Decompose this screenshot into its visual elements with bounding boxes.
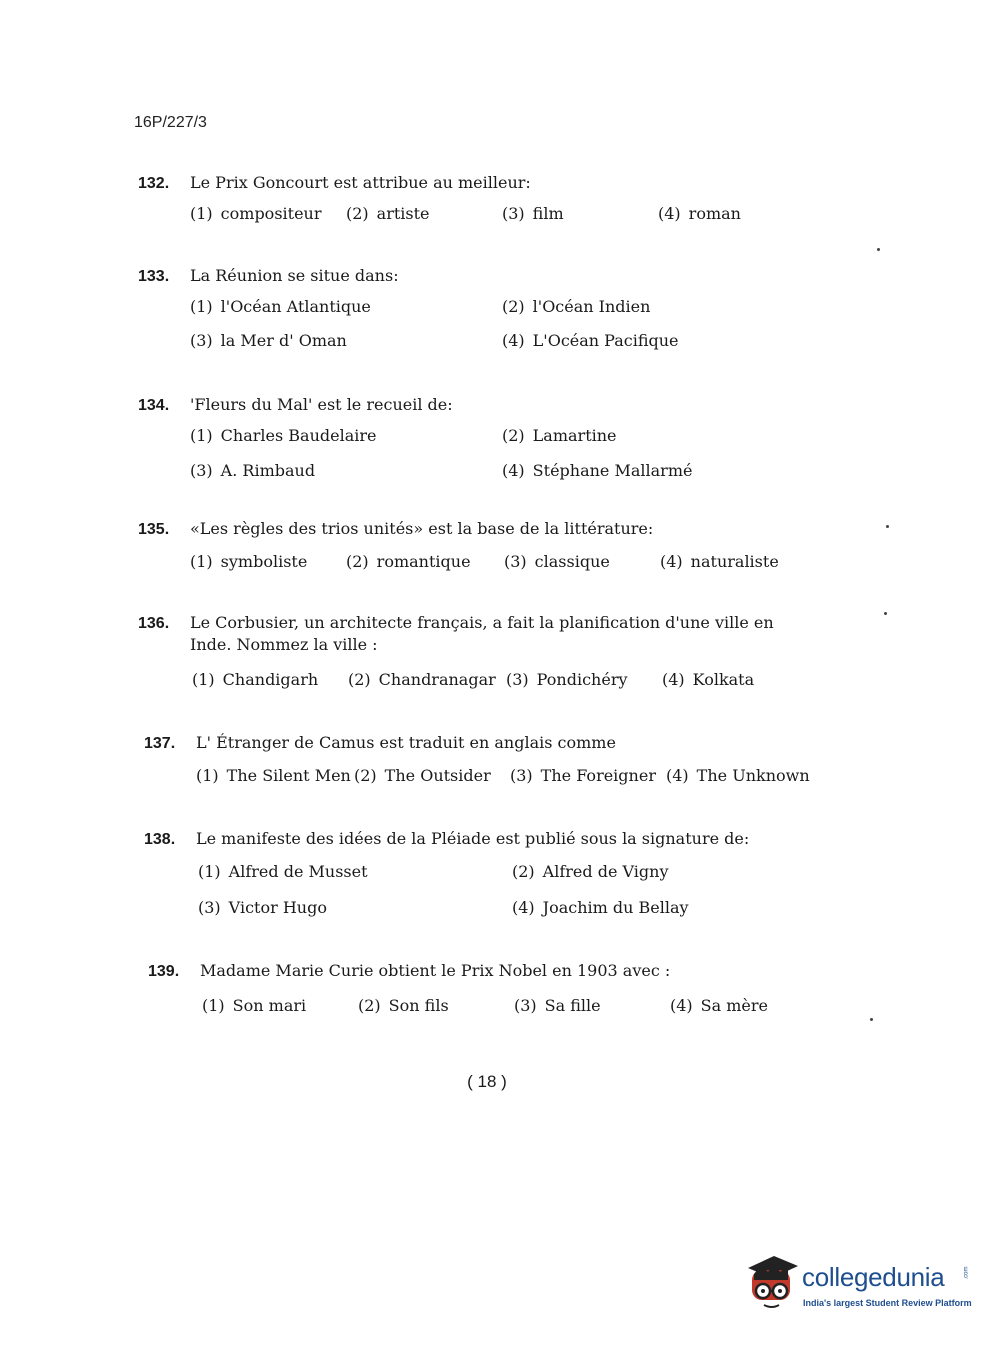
question-text: «Les règles des trios unités» est la base de la littérature:: [190, 519, 654, 538]
option-3: (3) Sa fille: [514, 996, 601, 1015]
logo-wordmark: collegedunia: [802, 1262, 945, 1292]
graduate-mascot-icon: [742, 1250, 800, 1312]
option-2: (2) Chandranagar: [348, 670, 496, 689]
question-text: L' Étranger de Camus est traduit en anglais comme: [196, 733, 616, 752]
option-1: (1) Charles Baudelaire: [190, 426, 377, 445]
option-3: (3) Pondichéry: [506, 670, 628, 689]
option-1: (1) Alfred de Musset: [198, 862, 368, 881]
question-number: 139.: [148, 963, 180, 980]
question-number: 132.: [138, 175, 170, 192]
option-1: (1) symboliste: [190, 552, 308, 571]
option-1: (1) The Silent Men: [196, 766, 351, 785]
question-number: 133.: [138, 268, 170, 285]
question-135: [138, 518, 838, 586]
question-text: Le manifeste des idées de la Pléiade est publié sous la signature de:: [196, 829, 750, 848]
collegedunia-logo[interactable]: [742, 1250, 972, 1320]
question-132: [138, 172, 838, 238]
question-number: 134.: [138, 397, 170, 414]
option-1: (1) compositeur: [190, 204, 322, 223]
question-text: Le Prix Goncourt est attribue au meilleur:: [190, 173, 531, 192]
question-number: 137.: [144, 735, 176, 752]
option-3: (3) A. Rimbaud: [190, 461, 316, 480]
question-139: [148, 960, 848, 1030]
option-1: (1) l'Océan Atlantique: [190, 297, 371, 316]
question-number: 135.: [138, 521, 170, 538]
question-text: Le Corbusier, un architecte français, a fait la planification d'une ville en Inde. Nommez la ville :: [190, 613, 774, 654]
option-1: (1) Chandigarh: [192, 670, 319, 689]
option-3: (3) The Foreigner: [510, 766, 656, 785]
option-3: (3) la Mer d' Oman: [190, 331, 347, 350]
option-3: (3) classique: [504, 552, 610, 571]
option-4: (4) roman: [658, 204, 741, 223]
scan-speck: [877, 248, 880, 251]
question-134: [138, 394, 838, 496]
option-4: (4) naturaliste: [660, 552, 779, 571]
option-2: (2) romantique: [346, 552, 471, 571]
option-4: (4) The Unknown: [666, 766, 810, 785]
question-number: 136.: [138, 615, 170, 632]
page-number: ( 18 ): [467, 1072, 507, 1091]
option-4: (4) Stéphane Mallarmé: [502, 461, 693, 480]
option-2: (2) artiste: [346, 204, 430, 223]
scan-speck: [886, 525, 889, 528]
option-4: (4) Joachim du Bellay: [512, 898, 689, 917]
option-1: (1) Son mari: [202, 996, 307, 1015]
question-text: La Réunion se situe dans:: [190, 266, 399, 285]
option-4: (4) Kolkata: [662, 670, 755, 689]
option-2: (2) Alfred de Vigny: [512, 862, 669, 881]
logo-tagline: India's largest Student Review Platform: [803, 1298, 972, 1308]
question-137: [144, 732, 844, 800]
page-code: 16P/227/3: [134, 114, 207, 131]
option-2: (2) The Outsider: [354, 766, 491, 785]
option-4: (4) L'Océan Pacifique: [502, 331, 679, 350]
question-number: 138.: [144, 831, 176, 848]
question-text: 'Fleurs du Mal' est le recueil de:: [190, 395, 453, 414]
logo-dotcom: .com: [963, 1266, 970, 1280]
question-138: [144, 828, 844, 932]
option-2: (2) Son fils: [358, 996, 449, 1015]
option-3: (3) Victor Hugo: [198, 898, 327, 917]
option-3: (3) film: [502, 204, 564, 223]
option-4: (4) Sa mère: [670, 996, 769, 1015]
option-2: (2) Lamartine: [502, 426, 617, 445]
question-text: Madame Marie Curie obtient le Prix Nobel en 1903 avec :: [200, 961, 671, 980]
scan-speck: [884, 612, 887, 615]
question-133: [138, 265, 838, 367]
question-136: [138, 612, 838, 704]
option-2: (2) l'Océan Indien: [502, 297, 651, 316]
scan-speck: [870, 1018, 873, 1021]
